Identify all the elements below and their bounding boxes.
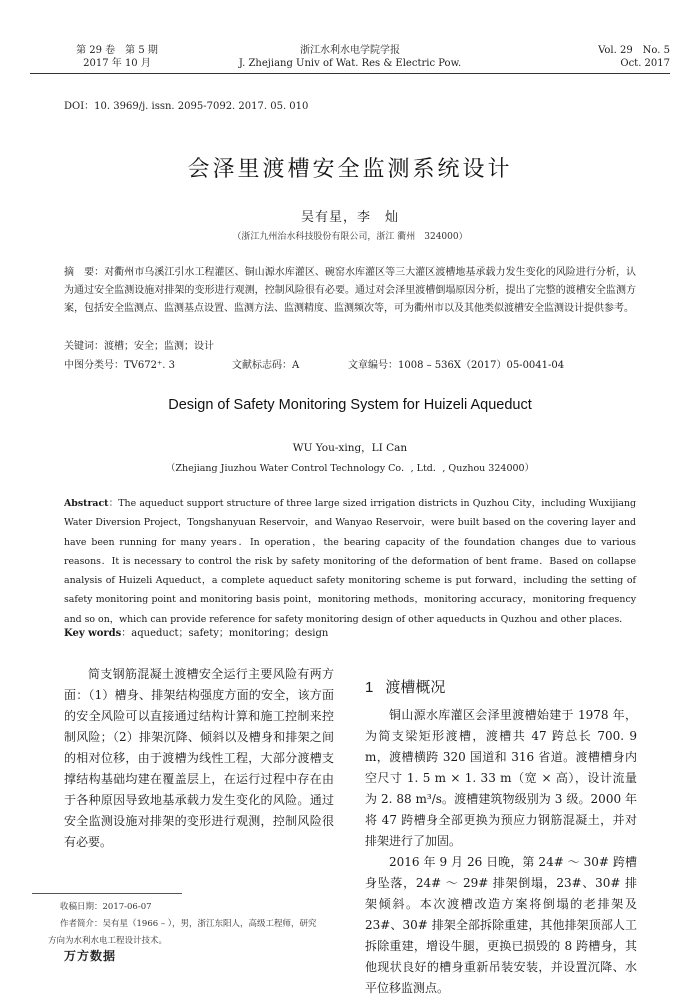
body-left-column bbox=[64, 664, 334, 853]
abstract-en bbox=[64, 494, 636, 629]
authors-en: WU You-xing，LI Can bbox=[292, 442, 408, 454]
footnote-divider bbox=[32, 893, 182, 894]
header-volume-issue-en: Vol. 29 No. 5 bbox=[598, 45, 670, 56]
body-right-column bbox=[365, 705, 637, 999]
keywords-en-label: Key words bbox=[64, 628, 122, 639]
header-divider bbox=[30, 73, 670, 74]
footnote bbox=[48, 899, 348, 950]
header-volume-issue-cn: 第 29 卷 第 5 期 bbox=[76, 45, 158, 56]
header-date-en: Oct. 2017 bbox=[620, 58, 670, 69]
journal-name-cn: 浙江水利水电学院学报 bbox=[300, 45, 400, 56]
document-code: 文献标志码：A bbox=[232, 360, 300, 371]
header-date-cn: 2017 年 10 月 bbox=[83, 58, 151, 69]
overview-paragraph-2: 2016 年 9 月 26 日晚，第 24# ～ 30# 跨槽身坠落，24# ～ 29# 排架倒塌，23#、30# 排架倾斜。本次渡槽改造方案将倒塌的老排架及 23#、30# 排架全部拆除重建，其他排架顶部人工拆除重建，增设牛腿，更换已损毁的 8 跨槽身，其他现状良好的槽身重新吊装安装，并设置沉降、水平位移监测点。 bbox=[365, 855, 637, 995]
header-right bbox=[540, 44, 670, 70]
section-title: 渡槽概况 bbox=[385, 679, 446, 696]
authors-cn: 吴有星，李 灿 bbox=[300, 210, 399, 225]
header-center bbox=[210, 44, 490, 70]
received-date: 收稿日期：2017-06-07 bbox=[60, 902, 152, 912]
keywords-en-text: ：aqueduct；safety；monitoring；design bbox=[121, 628, 329, 639]
header-left bbox=[62, 44, 172, 70]
journal-name-en: J. Zhejiang Univ of Wat. Res & Electric Pow. bbox=[238, 58, 462, 69]
keywords-en bbox=[64, 624, 328, 639]
keywords-cn: 关键词：渡槽；安全；监测；设计 bbox=[64, 341, 214, 352]
doi: DOI：10. 3969/j. issn. 2095-7092. 2017. 05. 010 bbox=[64, 101, 309, 112]
abstract-en-label: Abstract bbox=[64, 498, 109, 509]
author-bio-line-2: 方向为水利水电工程设计技术。 bbox=[48, 936, 168, 946]
abstract-en-text: ：The aqueduct support structure of three large sized irrigation districts in Quzhou City，including Wuxijiang Water Diversion Project，Tongshanyuan Reservoir，and Wanyao Reservoir，were built based on the covering layer and have been running for many years．In operation，the bearing capacity of the foundation changes due to various reasons．It is necessary to control the risk by safety monitoring of the deformation of bent frame．Based on collapse analysis of Huizeli Aqueduct，a complete aqueduct safety monitoring scheme is put forward，including the setting of safety monitoring point and monitoring basis point，monitoring methods，monitoring accuracy，monitoring frequency and so on，which can provide reference for safety monitoring design of other aqueducts in Quzhou and other places． bbox=[64, 498, 636, 625]
section-heading bbox=[365, 676, 445, 697]
paper-title-en: Design of Safety Monitoring System for Huizeli Aqueduct bbox=[168, 397, 532, 413]
intro-paragraph: 简支钢筋混凝土渡槽安全运行主要风险有两方面：（1）槽身、排架结构强度方面的安全，该方面的安全风险可以直接通过结构计算和施工控制来控制风险；（2）排架沉降、倾斜以及槽身和排架之间的相对位移，由于渡槽为线性工程，大部分渡槽支撑结构基础均建在覆盖层上，在运行过程中存在由于各种原因导致地基承载力发生变化的风险。通过安全监测设施对排架的变形进行观测，控制风险很有必要。 bbox=[64, 667, 334, 849]
article-number: 文章编号：1008 – 536X（2017）05-0041-04 bbox=[348, 360, 565, 371]
paper-title-cn: 会泽里渡槽安全监测系统设计 bbox=[187, 157, 513, 182]
author-bio-line-1: 作者简介：吴有星（1966 – ），男，浙江东阳人，高级工程师，研究 bbox=[60, 919, 317, 929]
class-number: 中图分类号：TV672⁺. 3 bbox=[64, 360, 175, 371]
affiliation-cn: （浙江九州治水科技股份有限公司，浙江 衢州 324000） bbox=[232, 232, 468, 242]
overview-paragraph-1: 铜山源水库灌区会泽里渡槽始建于 1978 年，为简支梁矩形渡槽，渡槽共 47 跨总长 700. 9 m，渡槽横跨 320 国道和 316 省道。渡槽槽身内空尺寸 1. 5 m × 1. 33 m（宽 × 高），设计流量为 2. 88 m³/s。渡槽建筑物级别为 3 级。2000 年将 47 跨槽身全部更换为预应力钢筋混凝土，并对排架进行了加固。 bbox=[365, 708, 637, 848]
wanfang-watermark: 万方数据 bbox=[64, 949, 117, 963]
affiliation-en: （Zhejiang Jiuzhou Water Control Technology Co．, Ltd．, Quzhou 324000） bbox=[165, 463, 535, 474]
section-number: 1 bbox=[365, 679, 374, 696]
abstract-cn: 摘 要：对衢州市乌溪江引水工程灌区、铜山源水库灌区、碗窑水库灌区等三大灌区渡槽地基承载力发生变化的风险进行分析，认为通过安全监测设施对排架的变形进行观测，控制风险很有必要。通过对会泽里渡槽倒塌原因分析，提出了完整的渡槽安全监测方案，包括安全监测点、监测基点设置、监测方法、监测精度、监测频次等，可为衢州市以及其他类似渡槽安全监测设计提供参考。 bbox=[64, 267, 636, 314]
